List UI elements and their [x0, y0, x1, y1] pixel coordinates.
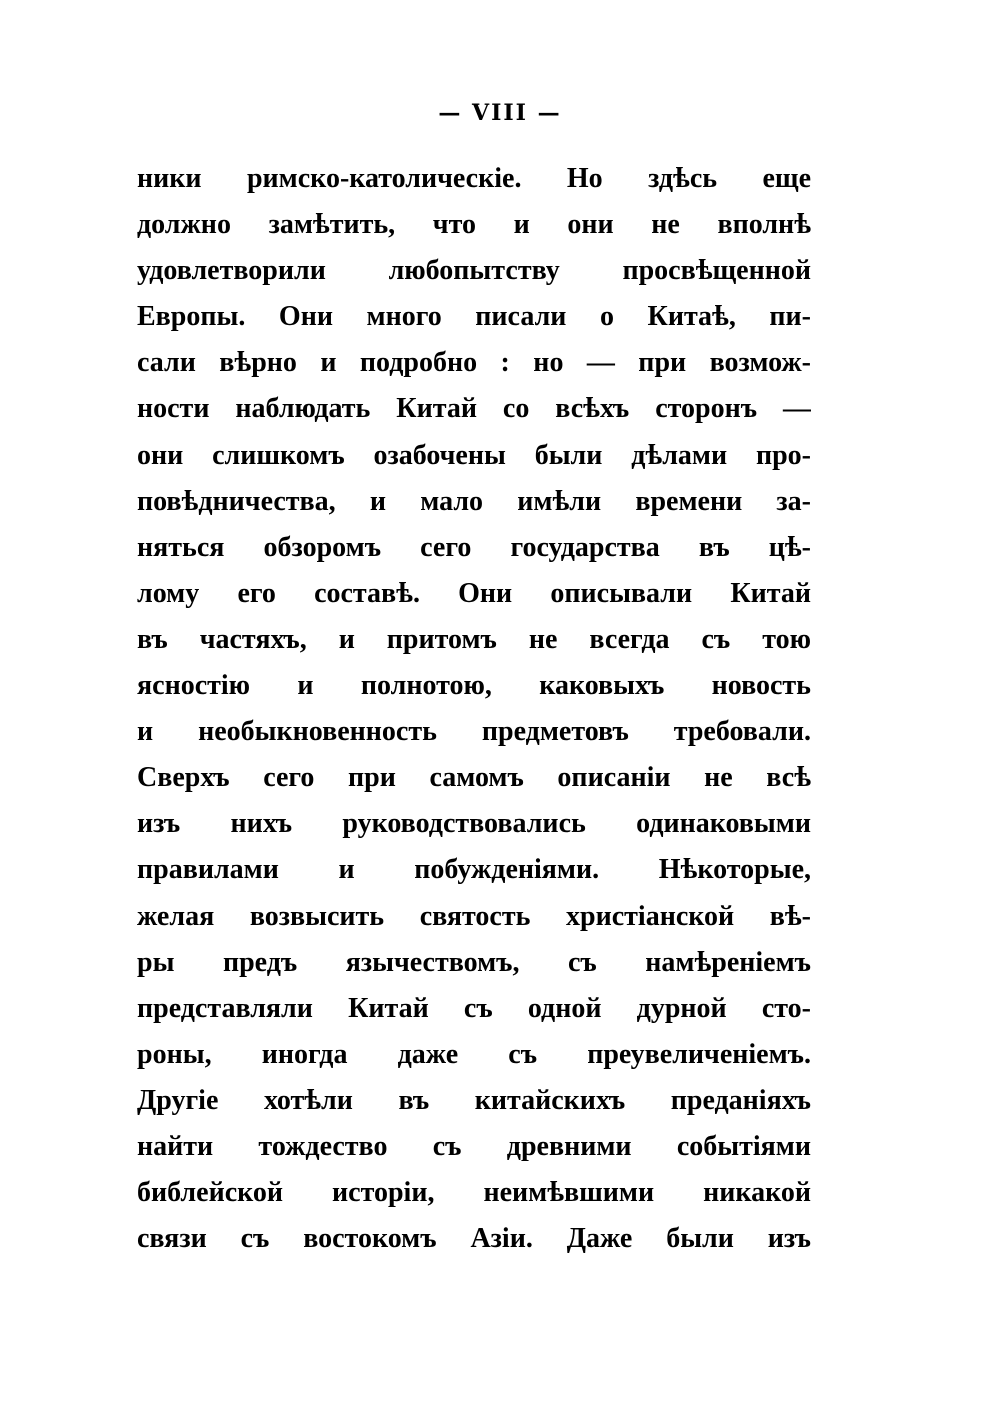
text-line: ясностію и полнотою, каковыхъ новость	[137, 670, 811, 702]
text-line: желая возвысить святость христіанской вѣ-	[137, 900, 811, 932]
text-line: и необыкновенность предметовъ требовали.	[137, 716, 811, 748]
text-line: библейской исторіи, неимѣвшими никакой	[137, 1177, 811, 1209]
text-line: роны, иногда даже съ преувеличеніемъ.	[137, 1038, 811, 1070]
text-line: повѣдничества, и мало имѣли времени за-	[137, 485, 811, 517]
text-line: сали вѣрно и подробно : но — при возмож-	[137, 347, 811, 379]
text-line: найти тождество съ древними событіями	[137, 1130, 811, 1162]
text-line: они слишкомъ озабочены были дѣлами про-	[137, 439, 811, 471]
text-line: правилами и побужденіями. Нѣкоторые,	[137, 854, 811, 886]
text-line: удовлетворили любопытству просвѣщенной	[137, 255, 811, 287]
text-line: Сверхъ сего при самомъ описаніи не всѣ	[137, 762, 811, 794]
text-line: Другіе хотѣли въ китайскихъ преданіяхъ	[137, 1084, 811, 1116]
text-line: связи съ востокомъ Азіи. Даже были изъ	[137, 1223, 811, 1255]
text-line: Европы. Они много писали о Китаѣ, пи-	[137, 301, 811, 333]
text-line: должно замѣтить, что и они не вполнѣ	[137, 209, 811, 241]
text-line: лому его составѣ. Они описывали Китай	[137, 577, 811, 609]
text-line: изъ нихъ руководствовались одинаковыми	[137, 808, 811, 840]
text-line: представляли Китай съ одной дурной сто-	[137, 992, 811, 1024]
text-line: ры предъ язычествомъ, съ намѣреніемъ	[137, 946, 811, 978]
text-line: няться обзоромъ сего государства въ цѣ-	[137, 531, 811, 563]
text-line: ники римско-католическіе. Но здѣсь еще	[137, 163, 811, 194]
page-number-header: — VIII —	[438, 100, 562, 126]
text-line: ности наблюдать Китай со всѣхъ сторонъ —	[137, 393, 811, 425]
body-text	[137, 156, 811, 1262]
text-line: въ частяхъ, и притомъ не всегда съ тою	[137, 623, 811, 655]
